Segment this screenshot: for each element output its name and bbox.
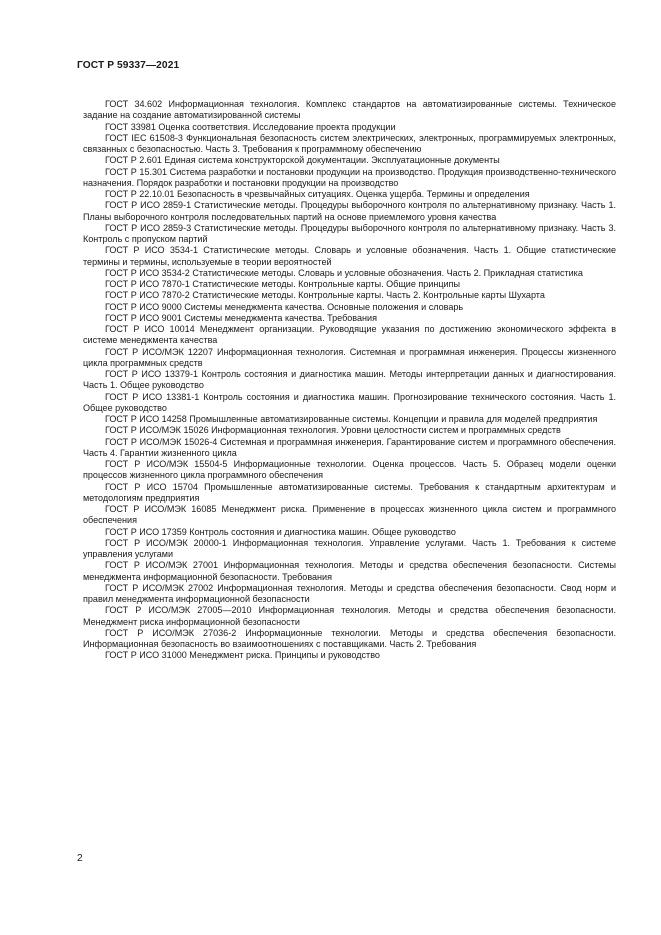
reference-item: ГОСТ 33981 Оценка соответствия. Исследование проекта продукции xyxy=(105,121,396,132)
reference-item: ГОСТ Р ИСО 3534-2 Статистические методы. Словарь и условные обозначения. Часть 2. Прикладная статистика xyxy=(105,267,583,278)
reference-item: ГОСТ Р ИСО/МЭК 27036-2 Информационные технологии. Методы и средства обеспечения безопасности. Информационная безопасность во взаимоотношениях с поставщиками. Часть 2. Требования xyxy=(83,627,616,649)
reference-item: ГОСТ Р ИСО 2859-3 Статистические методы. Процедуры выборочного контроля по альтернативному признаку. Часть 3. Контроль с пропуском партий xyxy=(83,222,616,244)
reference-item: ГОСТ Р 15.301 Система разработки и постановки продукции на производство. Продукция производственно-технического назначения. Порядок разработки и постановки продукции на производство xyxy=(83,166,616,188)
reference-item: ГОСТ Р ИСО 7870-1 Статистические методы. Контрольные карты. Общие принципы xyxy=(105,279,461,289)
reference-item: ГОСТ Р ИСО/МЭК 27005—2010 Информационная технология. Методы и средства обеспечения безопасности. Менеджмент риска информационной безопасности xyxy=(83,605,616,627)
reference-item: ГОСТ Р ИСО 9000 Системы менеджмента качества. Основные положения и словарь xyxy=(105,301,464,312)
reference-item: ГОСТ Р ИСО 17359 Контроль состояния и диагностика машин. Общее руководство xyxy=(105,526,456,537)
reference-item: ГОСТ Р ИСО/МЭК 20000-1 Информационная технология. Управление услугами. Часть 1. Требования к системе управления услугами xyxy=(83,537,616,559)
reference-item: ГОСТ Р ИСО 15704 Промышленные автоматизированные системы. Требования к стандартным архитектурам и методологиям предприятия xyxy=(83,481,616,503)
reference-item: ГОСТ Р ИСО/МЭК 15026 Информационная технология. Уровни целостности систем и программных средств xyxy=(105,425,561,436)
reference-item: ГОСТ Р ИСО 13379-1 Контроль состояния и диагностика машин. Методы интерпретации данных и диагностирования. Часть 1. Общее руководство xyxy=(83,369,616,391)
reference-item: ГОСТ Р ИСО 3534-1 Статистические методы. Словарь и условные обозначения. Часть 1. Общие статистические термины и термины, используемые в теории вероятностей xyxy=(83,245,616,267)
reference-item: ГОСТ Р ИСО 14258 Промышленные автоматизированные системы. Концепции и правила для моделей предприятия xyxy=(105,414,598,424)
reference-item: ГОСТ IEC 61508-3 Функциональная безопасность систем электрических, электронных, программируемых электронных, связанных с безопасностью. Часть 3. Требования к программному обеспечению xyxy=(83,132,616,154)
reference-item: ГОСТ Р ИСО/МЭК 16085 Менеджмент риска. Применение в процессах жизненного цикла систем и программного обеспечения xyxy=(83,504,616,526)
reference-item: ГОСТ Р ИСО/МЭК 27002 Информационная технология. Методы и средства обеспечения безопасности. Свод норм и правил менеджмента информационной безопасности xyxy=(83,582,616,604)
reference-item: ГОСТ Р ИСО 7870-2 Статистические методы. Контрольные карты. Часть 2. Контрольные карты Шухарта xyxy=(105,290,545,301)
reference-item: ГОСТ Р ИСО/МЭК 27001 Информационная технология. Методы и средства обеспечения безопасности. Системы менеджмента информационной безопасности. Требования xyxy=(83,560,616,582)
reference-item: ГОСТ Р ИСО 31000 Менеджмент риска. Принципы и руководство xyxy=(105,650,380,661)
reference-item: ГОСТ Р ИСО 2859-1 Статистические методы. Процедуры выборочного контроля по альтернативному признаку. Часть 1. Планы выборочного контроля последовательных партий на основе приемлемого уровня качества xyxy=(83,200,616,222)
reference-item: ГОСТ Р ИСО/МЭК 15504-5 Информационные технологии. Оценка процессов. Часть 5. Образец модели оценки процессов жизненного цикла программного обеспечения xyxy=(83,459,616,481)
reference-item: ГОСТ Р 2.601 Единая система конструкторской документации. Эксплуатационные документы xyxy=(105,155,500,166)
normative-references-list xyxy=(83,99,616,662)
reference-item: ГОСТ Р ИСО 9001 Системы менеджмента качества. Требования xyxy=(105,312,377,323)
reference-item: ГОСТ Р ИСО/МЭК 15026-4 Системная и программная инженерия. Гарантирование систем и программного обеспечения. Часть 4. Гарантии жизненного цикла xyxy=(83,436,616,458)
reference-item: ГОСТ Р ИСО/МЭК 12207 Информационная технология. Системная и программная инженерия. Процессы жизненного цикла программных средств xyxy=(83,346,616,368)
document-header: ГОСТ Р 59337—2021 xyxy=(77,60,180,71)
reference-item: ГОСТ 34.602 Информационная технология. Комплекс стандартов на автоматизированные системы. Техническое задание на создание автоматизированной системы xyxy=(83,99,616,121)
reference-item: ГОСТ Р ИСО 10014 Менеджмент организации. Руководящие указания по достижению экономического эффекта в системе менеджмента качества xyxy=(83,324,616,346)
reference-item: ГОСТ Р ИСО 13381-1 Контроль состояния и диагностика машин. Прогнозирование технического состояния. Часть 1. Общее руководство xyxy=(83,391,616,413)
page-number: 2 xyxy=(77,853,83,864)
reference-item: ГОСТ Р 22.10.01 Безопасность в чрезвычайных ситуациях. Оценка ущерба. Термины и определения xyxy=(105,189,530,199)
